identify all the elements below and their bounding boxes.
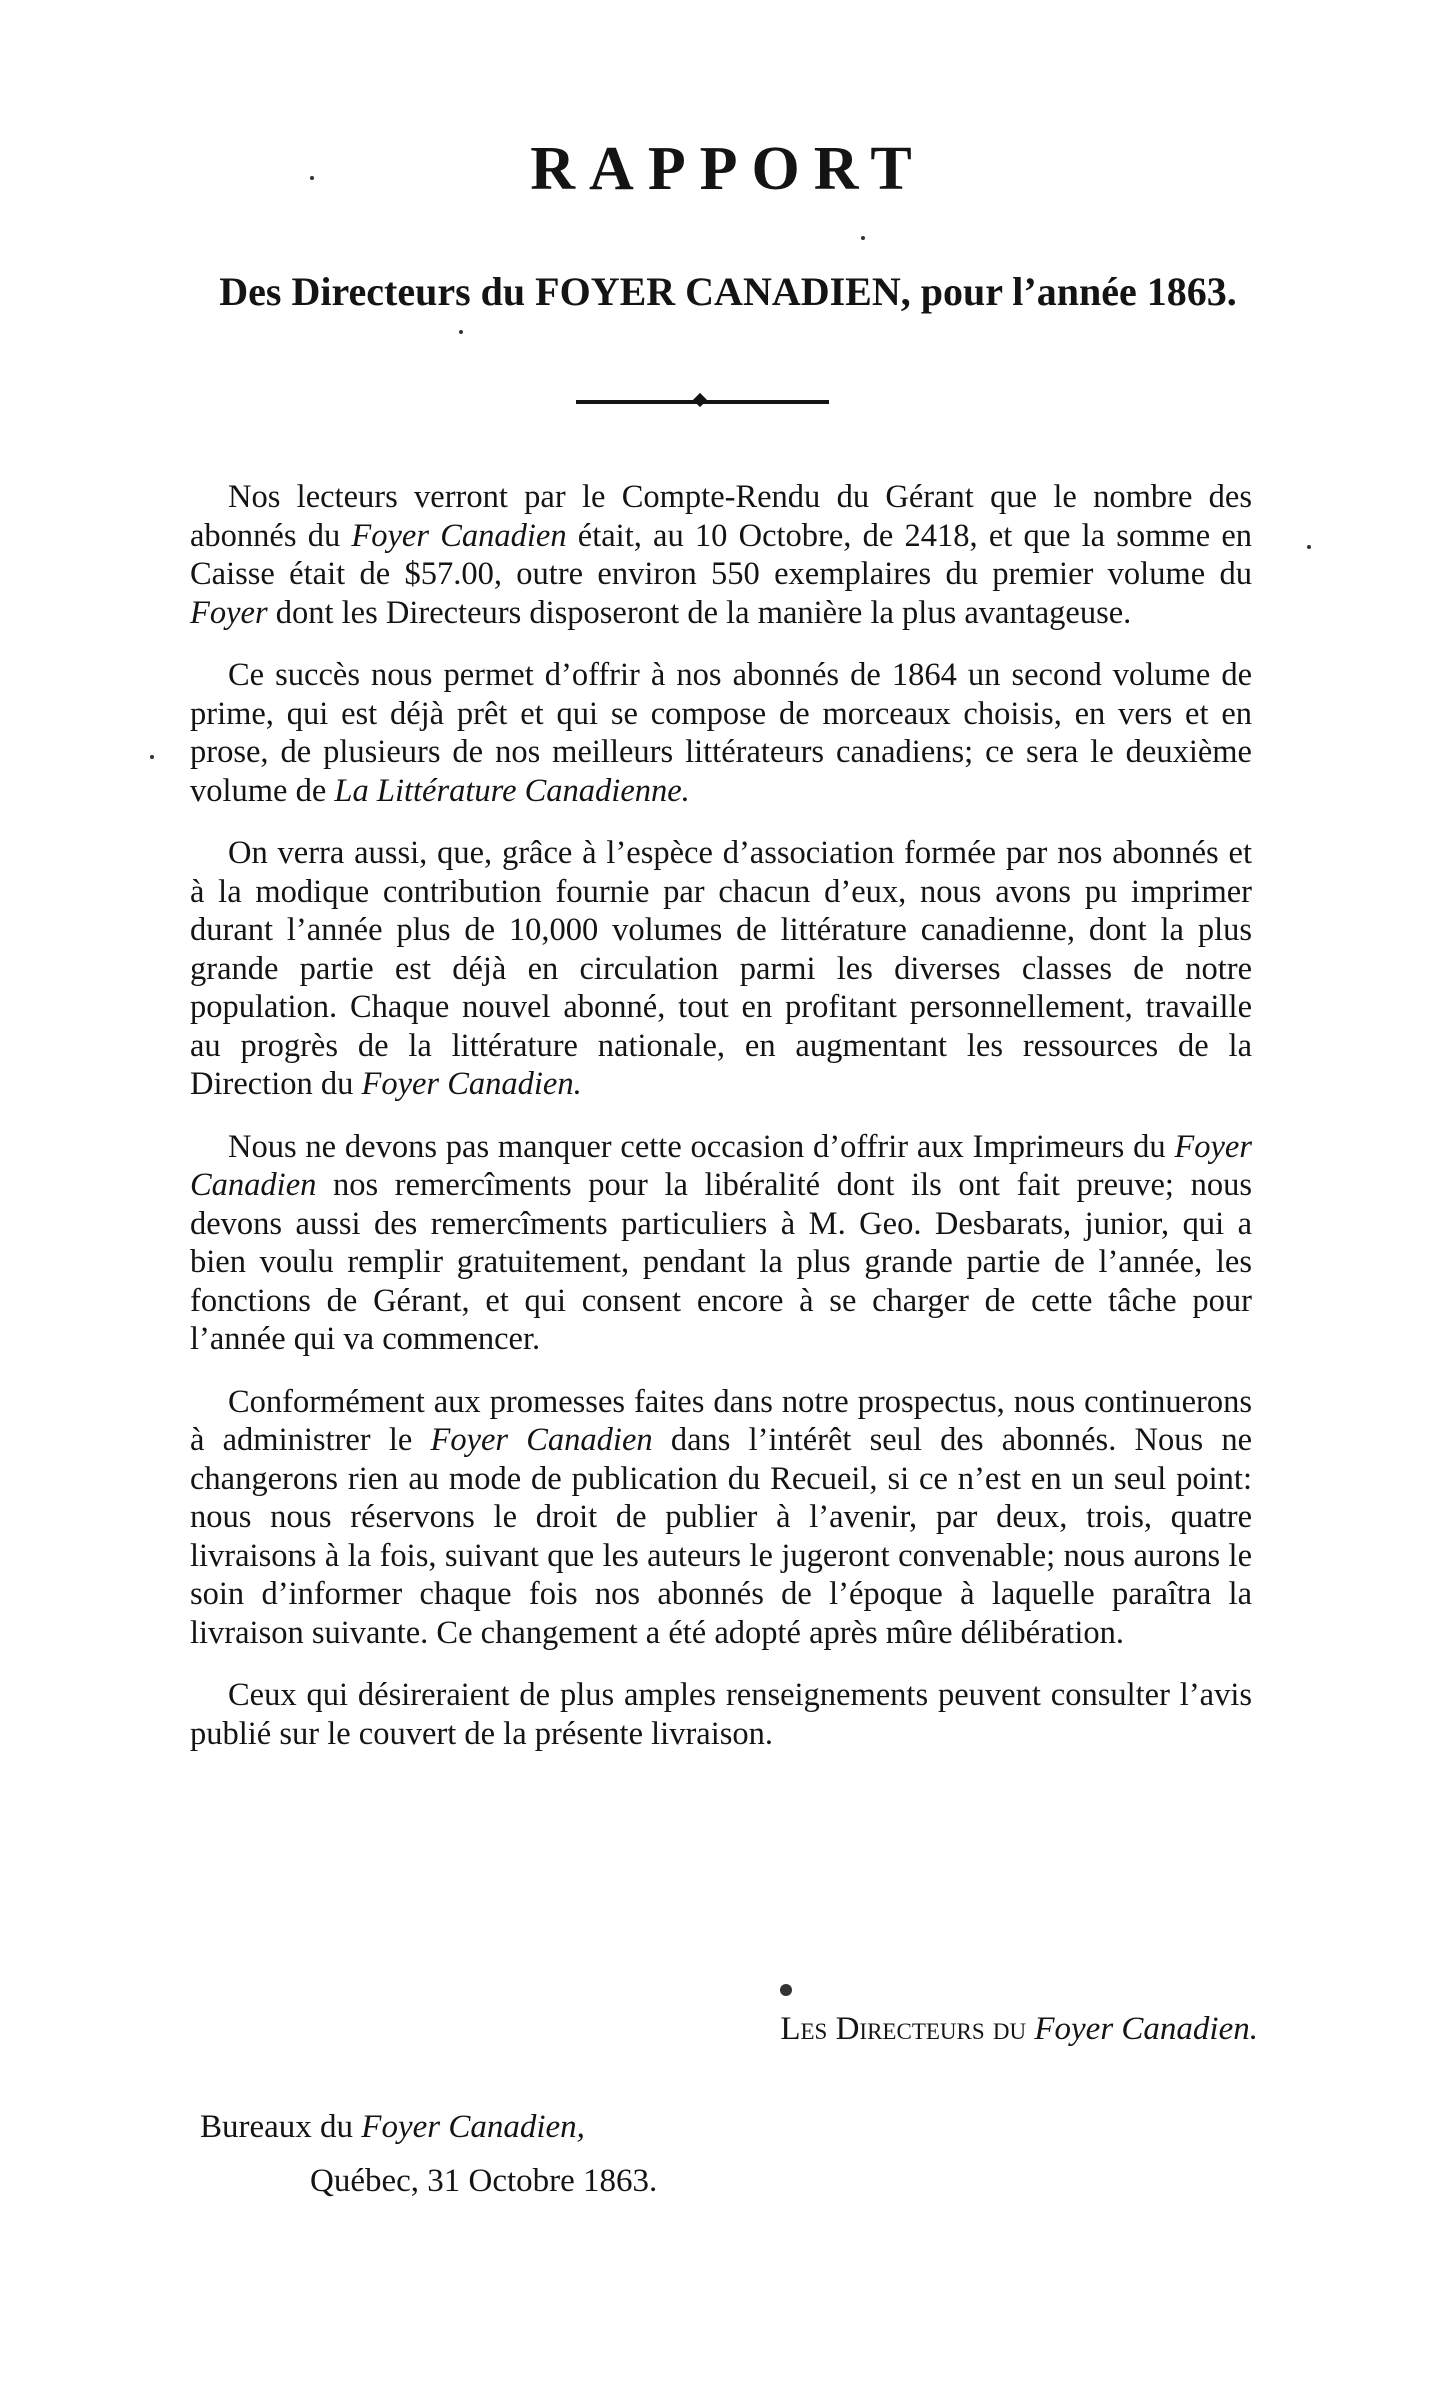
print-speck [1307, 545, 1311, 549]
print-speck [459, 330, 463, 334]
signature-name: Foyer Canadien. [1034, 2011, 1258, 2047]
paragraph-5-italic-b: Foyer Canadien [430, 1422, 653, 1458]
print-speck [150, 755, 154, 759]
signature-prefix: Les Directeurs du [780, 2011, 1035, 2047]
paragraph-4-text-c: nos remercîments pour la libéralité dont ils ont fait preuve; nous devons aussi des remercîments particuliers à M. Geo. Desbarats, junior, qui a bien voulu remplir gratuitement, pendant la plus grande partie de l’année, les fonctions de Gérant, et qui consent encore à se charger de cette tâche pour l’année qui va commencer. [190, 1167, 1252, 1357]
paragraph-6 [190, 1676, 1252, 1753]
subtitle-prefix: Des Directeurs du [219, 269, 536, 314]
paragraph-3-text-a: On verra aussi, que, grâce à l’espèce d’association formée par nos abonnés et à la modique contribution fournie par chacun d’eux, nous avons pu imprimer durant l’année plus de 10,000 volumes de littérature canadienne, dont la plus grande partie est déjà en circulation parmi les diverses classes de notre population. Chaque nouvel abonné, tout en profitant personnellement, travaille au progrès de la littérature nationale, en augmentant les ressources de la Direction du [190, 835, 1252, 1102]
signature-line [780, 2010, 1258, 2050]
paragraph-5-text-a: Conformément aux promesses faites dans notre prospectus, nous continuerons à administrer le [190, 1383, 1252, 1458]
paragraph-3 [190, 834, 1252, 1104]
paragraph-1-italic-d: Foyer [190, 594, 268, 631]
print-speck [861, 236, 865, 240]
paragraph-1-italic-b: Foyer Canadien [351, 517, 567, 554]
paragraph-6-text-a: Ceux qui désireraient de plus amples renseignements peuvent consulter l’avis publié sur le couvert de la présente livraison. [190, 1677, 1252, 1752]
address-line-1-name: Foyer Canadien, [361, 2109, 585, 2145]
paragraph-4-text-a: Nous ne devons pas manquer cette occasion d’offrir aux Imprimeurs du [228, 1128, 1175, 1165]
print-speck [310, 176, 314, 180]
print-speck [780, 1984, 792, 1996]
address-line-1 [200, 2108, 585, 2148]
paragraph-1-text-e: dont les Directeurs disposeront de la manière la plus avantageuse. [267, 594, 1132, 631]
paragraph-5 [190, 1383, 1252, 1653]
paragraph-1-text-c: était, au 10 Octobre, de 2418, et que la somme en Caisse était de $57.00, outre environ 550 exemplaires du premier volume du [190, 517, 1253, 592]
paragraph-4 [190, 1128, 1252, 1359]
document-title: RAPPORT [530, 135, 926, 203]
paragraph-2 [190, 656, 1252, 810]
paragraph-4-italic-b: Foyer Canadien [190, 1128, 1252, 1203]
rule-diamond-ornament [693, 393, 707, 407]
paragraph-2-italic-b: La Littérature Canadienne. [334, 772, 690, 809]
document-subtitle [0, 268, 1456, 316]
ornamental-rule [576, 400, 829, 404]
paragraph-1 [190, 478, 1252, 632]
address-line-2: Québec, 31 Octobre 1863. [310, 2163, 658, 2199]
report-body [190, 478, 1252, 1777]
subtitle-name: FOYER CANADIEN [535, 269, 901, 314]
subtitle-suffix: , pour l’année 1863. [900, 269, 1237, 314]
paragraph-3-italic-b: Foyer Canadien. [361, 1066, 582, 1102]
paragraph-1-text-a: Nos lecteurs verront par le Compte-Rendu du Gérant que le nombre des abonnés du [190, 479, 1252, 554]
paragraph-5-text-c: dans l’intérêt seul des abonnés. Nous ne changerons rien au mode de publication du Recueil, si ce n’est en un seul point: nous nous réservons le droit de publier à l’avenir, par deux, trois, quatre livraisons à la fois, suivant que les auteurs le jugeront convenable; nous aurons le soin d’informer chaque fois nos abonnés de l’époque à laquelle paraîtra la livraison suivante. Ce changement a été adopté après mûre délibération. [190, 1422, 1252, 1651]
address-line-1-prefix: Bureaux du [200, 2109, 362, 2145]
paragraph-2-text-a: Ce succès nous permet d’offrir à nos abonnés de 1864 un second volume de prime, qui est déjà prêt et qui se compose de morceaux choisis, en vers et en prose, de plusieurs de nos meilleurs littérateurs canadiens; ce sera le deuxième volume de [190, 657, 1252, 809]
